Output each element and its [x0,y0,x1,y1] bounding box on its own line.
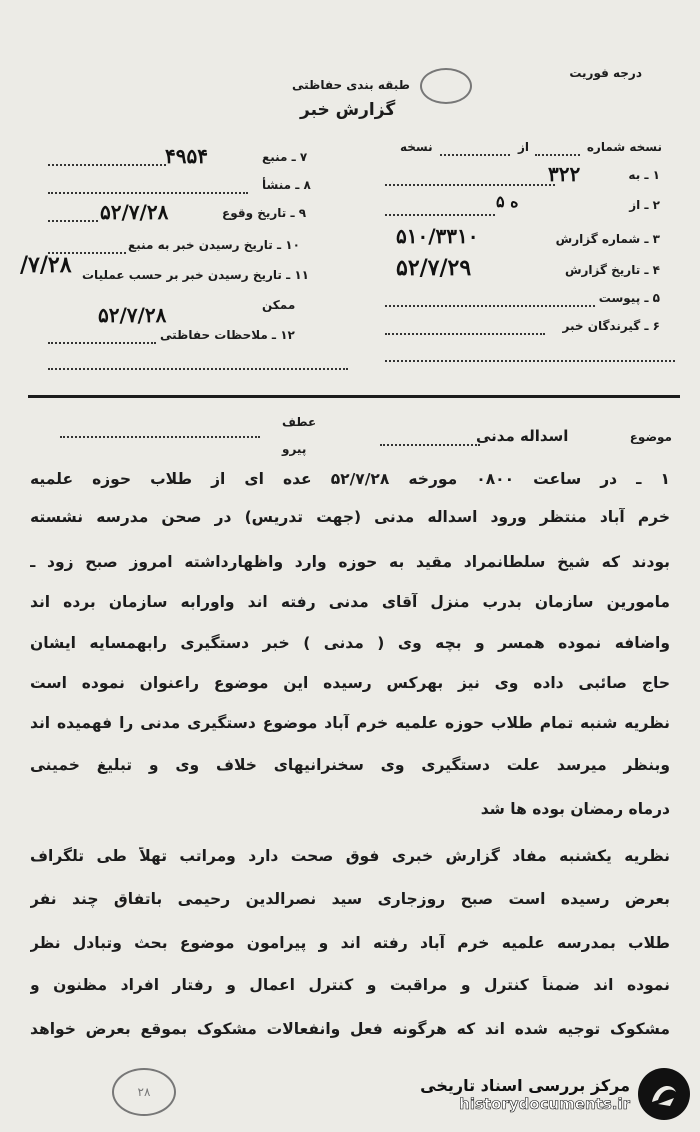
field-9-label: ۹ ـ تاریخ وقوع [222,206,307,220]
body-line: وبنظر میرسد علت دستگیری وی سخنرانیهای خلاف وی و تبلیغ خمینی [30,756,670,774]
field-3-label: ۳ ـ شماره گزارش [555,232,660,246]
dotted-line [60,436,260,438]
watermark-logo [400,1065,690,1123]
field-1-value: ۳۲۲ [548,162,581,186]
dotted-line [48,252,126,254]
body-line: ۱ ـ در ساعت ۰۸۰۰ مورخه ۵۲/۷/۲۸ عده ای از طلاب حوزه علمیه [30,470,670,488]
watermark-text [420,1076,630,1113]
field-7-label: ۷ ـ منبع [262,150,308,164]
dotted-line [385,214,495,216]
copy-of-label: نسخه [400,140,433,154]
dotted-line [48,342,156,344]
body-line: حاج صائبی داده وی نیز بهرکس رسیده این موضوع راعنوان نموده است [30,674,670,692]
field-12-label: ۱۲ ـ ملاحظات حفاظتی [160,328,295,342]
field-8-label: ۸ ـ منشأ [262,178,311,192]
body-line: بعرض رسیده است صبح روزجاری سید نصرالدین رحیمی باتفاق چند نفر [30,890,670,908]
dotted-line [385,184,555,186]
field-7-value: ۴۹۵۴ [165,144,208,168]
field-5-label: ۵ ـ پیوست [598,291,660,305]
subject-note-top: عطف [282,415,317,429]
copy-number-label: نسخه شماره [586,140,662,154]
dotted-line [535,154,580,156]
stamp-text: ۲۸ [137,1085,151,1099]
subject-value: اسداله مدنی [476,427,569,445]
field-3-value: ۵۱۰/۳۳۱۰ [396,224,479,248]
dotted-line [385,360,675,362]
body-line: مشکوک توجیه شده اند که هرگونه فعل وانفعالات مشکوک بموقع بعرض خواهد [30,1020,670,1038]
document-title: گزارش خبر [300,100,396,120]
subject-note-bottom: پیرو [282,442,307,456]
dotted-line [440,154,510,156]
dotted-line [48,368,348,370]
watermark-en: historydocuments.ir [459,1094,630,1113]
faint-stamp [112,1068,176,1116]
ink-smudge-stamp [420,68,472,104]
dotted-line [48,220,98,222]
classification-label: طبقه بندی حفاظتی [292,78,410,92]
body-line: نظریه یکشنبه مفاد گزارش خبری فوق صحت دارد ومراتب تهلاً طی تلگراف [30,847,670,865]
field-9-value: ۵۲/۷/۲۸ [100,200,169,224]
field-11-label: ۱۱ ـ تاریخ رسیدن خبر بر حسب عملیات [82,268,310,282]
field-1-label: ۱ ـ به [628,168,660,182]
field-6-label: ۶ ـ گیرندگان خبر [562,319,660,333]
body-line: مامورین سازمان بدرب منزل آقای مدنی رفته اند واورابه سازمان برده اند [30,593,670,611]
field-10-label: ۱۰ ـ تاریخ رسیدن خبر به منبع [128,238,300,252]
copy-from-label: از [518,140,530,154]
dotted-line [48,164,166,166]
archive-logo-svg [644,1074,684,1114]
body-line: درماه رمضان بوده ها شد [480,800,670,818]
body-line: واضافه نموده همسر و بچه وی ( مدنی ) خبر دستگیری رابهمسایه ایشان [30,634,670,652]
body-line: بودند که شیخ سلطانمراد مقید به حوزه وارد واظهارداشته امروز صبح زود ـ [30,553,670,571]
dotted-line [385,333,545,335]
field-4-value: ۵۲/۷/۲۹ [396,255,472,281]
body-line: نظریه شنبه تمام طلاب حوزه علمیه خرم آباد موضوع دستگیری مدنی را فهمیده اند [30,714,670,732]
field-10-value: /۷/۲۸ [20,252,72,278]
field-2-label: ۲ ـ از [629,198,660,212]
watermark-fa: مرکز بررسی اسناد تاریخی [420,1075,630,1095]
body-line: طلاب بمدرسه علمیه خرم آباد رفته اند و پیرامون موضوع بحث وتبادل نظر [30,934,670,952]
subject-label: موضوع [629,430,672,444]
dotted-line [48,192,248,194]
dotted-line [380,444,480,446]
field-11-value: ۵۲/۷/۲۸ [98,303,167,327]
field-2-value: ۵ ه [496,192,519,211]
dotted-line [385,305,595,307]
priority-label: درجه فوریت [569,66,642,80]
body-line: نموده اند ضمناً کنترل و مراقبت و کنترل اعمال و رفتار افراد مظنون و [30,976,670,994]
section-divider [28,395,680,398]
field-4-label: ۴ ـ تاریخ گزارش [564,263,660,277]
body-line: خرم آباد منتظر ورود اسداله مدنی (جهت تدریس) در صحن مدرسه نشسته [30,508,670,526]
field-11-extra: ممکن [262,298,296,312]
archive-logo-icon [638,1068,690,1120]
